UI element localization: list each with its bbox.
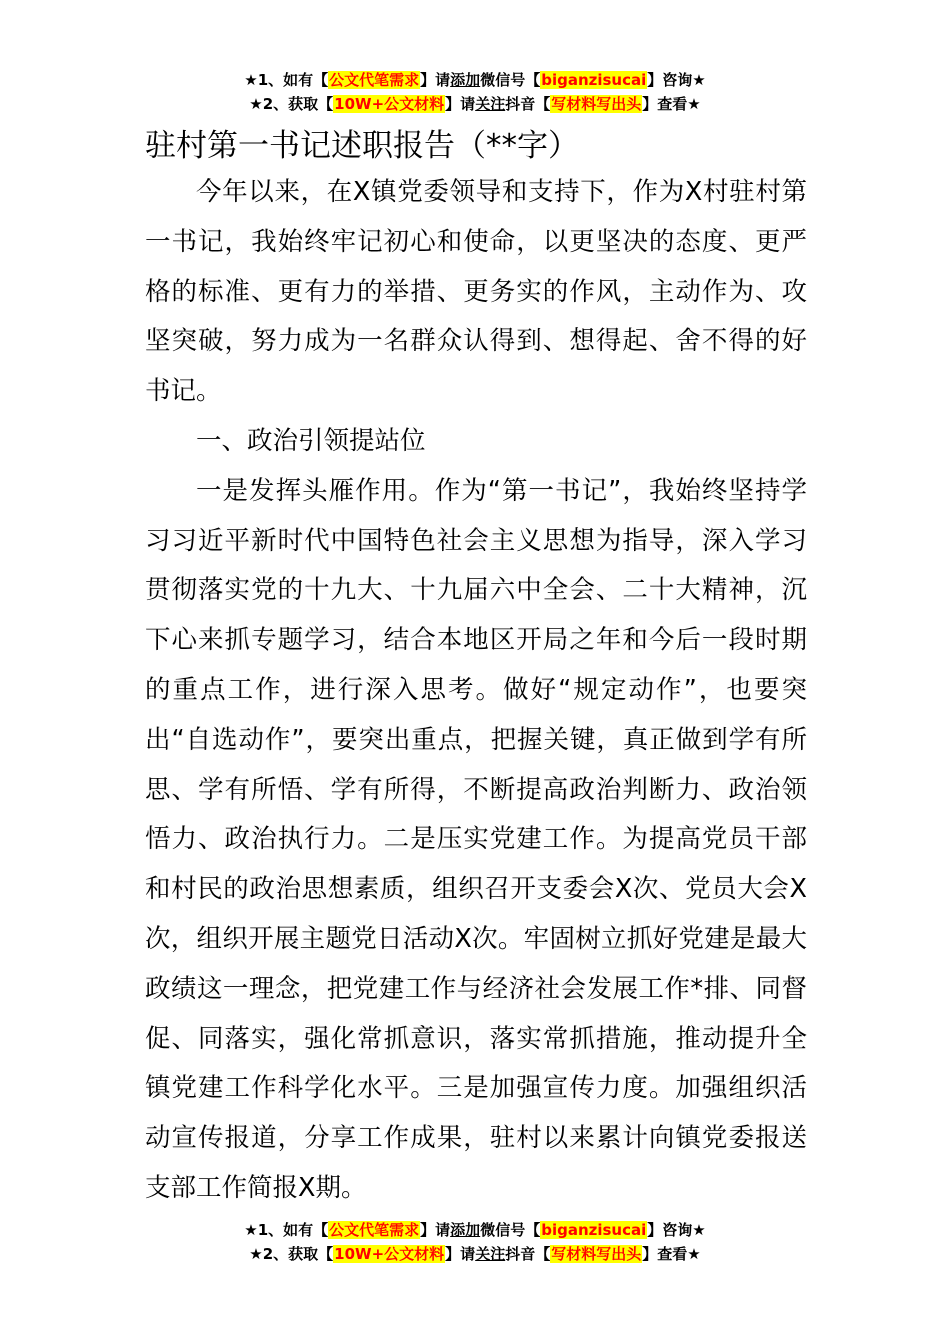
promo-line-1: ★1、如有【公文代笔需求】请添加微信号【biganzisucai】咨询★: [244, 71, 706, 89]
underline-follow: 关注: [475, 95, 506, 113]
document-body: [145, 168, 807, 1214]
underline-add: 添加: [450, 1221, 481, 1239]
intro-paragraph: 今年以来，在X镇党委领导和支持下，作为X村驻村第一书记，我始终牢记初心和使命，以更坚决的态度、更严格的标准、更有力的举措、更务实的作风，主动作为、攻坚突破，努力成为一名群众认得到、想得起、舍不得的好书记。: [145, 177, 807, 407]
star-icon: ★: [692, 1221, 706, 1239]
star-icon: ★: [687, 95, 701, 113]
star-icon: ★: [244, 1221, 258, 1239]
body-paragraph: 一是发挥头雁作用。作为“第一书记”，我始终坚持学习习近平新时代中国特色社会主义思想为指导，深入学习贯彻落实党的十九大、十九届六中全会、二十大精神，沉下心来抓专题学习，结合本地区开局之年和今后一段时期的重点工作，进行深入思考。做好“规定动作”，也要突出“自选动作”，要突出重点，把握关键，真正做到学有所思、学有所悟、学有所得，不断提高政治判断力、政治领悟力、政治执行力。二是压实党建工作。为提高党员干部和村民的政治思想素质，组织召开支委会X次、党员大会X次，组织开展主题党日活动X次。牢固树立抓好党建是最大政绩这一理念，把党建工作与经济社会发展工作*排、同督促、同落实，强化常抓意识，落实常抓措施，推动提升全镇党建工作科学化水平。三是加强宣传力度。加强组织活动宣传报道，分享工作成果，驻村以来累计向镇党委报送支部工作简报X期。: [145, 475, 807, 1203]
section-heading: 一、政治引领提站位: [196, 425, 426, 456]
footer-promo-banner: [0, 1218, 950, 1266]
promo-line-1: ★1、如有【公文代笔需求】请添加微信号【biganzisucai】咨询★: [244, 1221, 706, 1239]
star-icon: ★: [692, 71, 706, 89]
header-promo-banner: [0, 68, 950, 116]
star-icon: ★: [687, 1245, 701, 1263]
highlight-douyin-account: 写材料写出头: [551, 1245, 642, 1263]
star-icon: ★: [249, 95, 263, 113]
star-icon: ★: [249, 1245, 263, 1263]
promo-line-2: ★2、获取【10W+公文材料】请关注抖音【写材料写出头】查看★: [249, 1245, 701, 1263]
highlight-wechat-id: biganzisucai: [541, 1221, 647, 1239]
document-title: 驻村第一书记述职报告（**字）: [145, 128, 579, 164]
underline-add: 添加: [450, 71, 481, 89]
highlight-wechat-id: biganzisucai: [541, 71, 647, 89]
highlight-service: 公文代笔需求: [329, 71, 420, 89]
highlight-materials: 10W+公文材料: [334, 95, 445, 113]
promo-line-2: ★2、获取【10W+公文材料】请关注抖音【写材料写出头】查看★: [249, 95, 701, 113]
highlight-douyin-account: 写材料写出头: [551, 95, 642, 113]
highlight-service: 公文代笔需求: [329, 1221, 420, 1239]
star-icon: ★: [244, 71, 258, 89]
highlight-materials: 10W+公文材料: [334, 1245, 445, 1263]
underline-follow: 关注: [475, 1245, 506, 1263]
